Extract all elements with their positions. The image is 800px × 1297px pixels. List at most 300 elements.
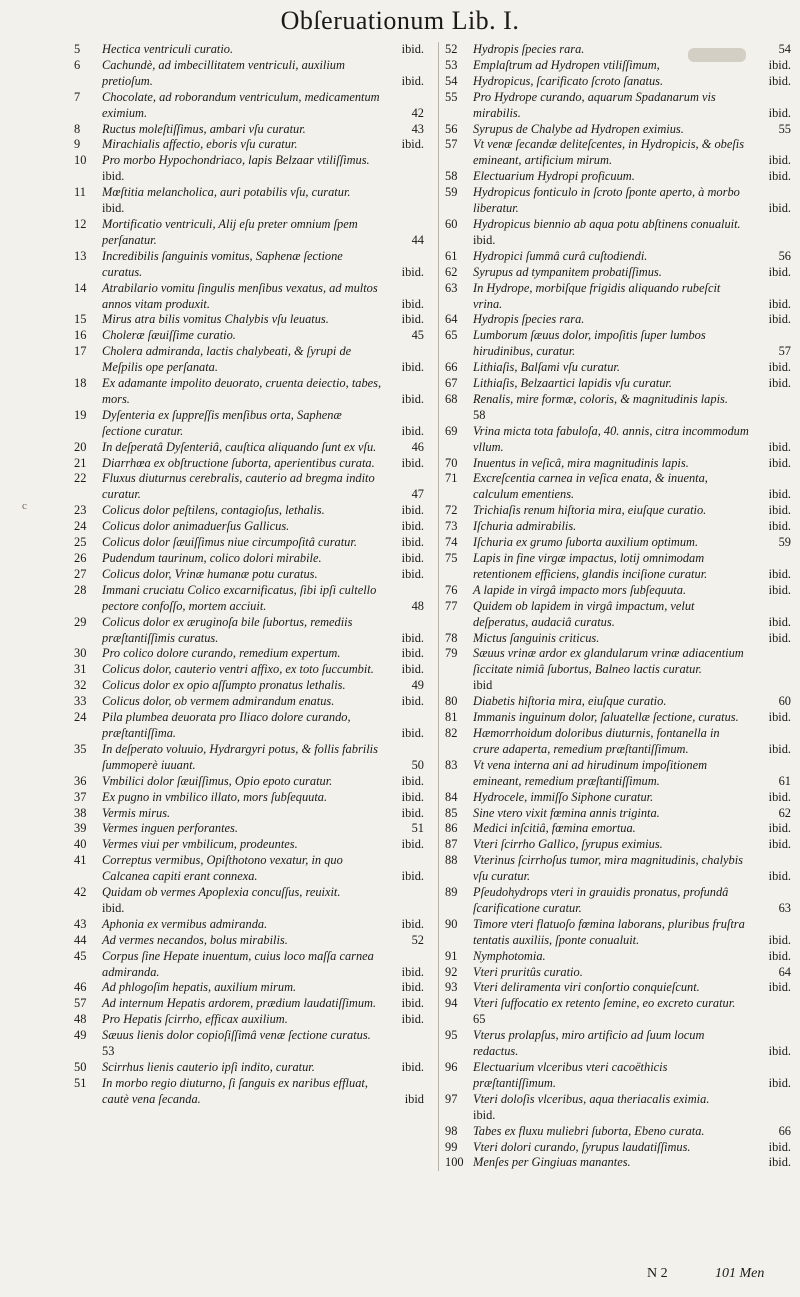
- page-reference: ibid.: [401, 360, 424, 375]
- entry-number: 87: [445, 837, 458, 852]
- entry-number: 85: [445, 805, 458, 820]
- page-reference: ibid.: [768, 614, 791, 629]
- entry-text: Vmbilici dolor ſæuiſſimus, Opio epoto curatur.: [102, 773, 333, 788]
- signature-mark: N 2: [647, 1266, 668, 1281]
- entry-number: 99: [445, 1139, 458, 1154]
- page-reference: ibid.: [768, 582, 791, 597]
- entry-text: Correptus vermibus, Opiſthotono vexatur, in quo Calcanea capiti erant connexa.: [102, 853, 343, 884]
- entry-text: Vterus prolapſus, miro artificio ad ſuum locum redactus.: [473, 1028, 705, 1059]
- entry-number: 9: [74, 137, 81, 152]
- entry-number: 97: [445, 1091, 458, 1106]
- page-footer: [0, 1266, 800, 1288]
- entry-text: Vteri ſcirrho Gallico, ſyrupus eximius.: [473, 837, 663, 852]
- entry-number: 24: [74, 710, 87, 725]
- index-entry: [445, 471, 791, 503]
- entry-text: Hydropicus biennio ab aqua potu abſtinens conualuit.: [473, 216, 741, 231]
- index-entry: [445, 535, 791, 551]
- page-reference: ibid.: [768, 360, 791, 375]
- entry-number: 62: [445, 264, 458, 279]
- page-reference: ibid.: [768, 710, 791, 725]
- entry-text: Ructus moleſtiſſimus, ambari vſu curatur.: [102, 121, 306, 136]
- entry-number: 25: [74, 535, 87, 550]
- page-reference: 45: [411, 328, 424, 343]
- entry-text: Colicus dolor ex opio aſſumpto pronatus lethalis.: [102, 678, 346, 693]
- page-reference: 43: [411, 121, 424, 136]
- entry-number: 95: [445, 1028, 458, 1043]
- entry-text: Colicus dolor, Vrinæ humanæ potu curatus.: [102, 566, 318, 581]
- page-reference: ibid.: [401, 694, 424, 709]
- index-entry: [445, 42, 791, 58]
- entry-number: 21: [74, 455, 87, 470]
- index-entry: [445, 790, 791, 806]
- entry-text: Colicus dolor peſtilens, contagioſus, lethalis.: [102, 503, 325, 518]
- index-entry: [445, 312, 791, 328]
- entry-text: Electuarium vlceribus vteri cacoëthicis præſtantiſſimum.: [473, 1060, 668, 1090]
- page-reference: 50: [411, 757, 424, 772]
- page-reference: ibid.: [768, 932, 791, 947]
- entry-text: Vt vena interna ani ad hirudinum impoſitionem emineant, remedium præſtantiſſimum.: [473, 757, 708, 788]
- page-reference: ibid.: [768, 566, 791, 581]
- entry-number: 48: [74, 1012, 87, 1027]
- entry-number: 29: [74, 614, 87, 629]
- entry-number: 58: [445, 169, 458, 184]
- page-reference: 52: [411, 932, 424, 947]
- entry-number: 14: [74, 280, 87, 295]
- entry-text: Vt venæ ſecandæ deliteſcentes, in Hydropicis, & obeſis emineant, artificium mirum.: [473, 137, 745, 168]
- page-reference: ibid.: [768, 1155, 791, 1170]
- entry-number: 91: [445, 948, 458, 963]
- page-reference: ibid.: [768, 73, 791, 88]
- page-reference: ibid.: [401, 773, 424, 788]
- page-reference: ibid.: [401, 566, 424, 581]
- index-entry: [445, 710, 791, 726]
- index-entry: [445, 74, 791, 90]
- page-reference: 59: [778, 535, 791, 550]
- index-entry: [445, 137, 791, 169]
- index-entry: [74, 1060, 424, 1076]
- entry-text: Syrupus ad tympanitem probatiſſimus.: [473, 264, 662, 279]
- entry-number: 93: [445, 980, 458, 995]
- entry-number: 8: [74, 121, 81, 136]
- page-reference: ibid.: [401, 646, 424, 661]
- index-entry: [74, 519, 424, 535]
- index-entry: [445, 376, 791, 392]
- entry-number: 66: [445, 360, 458, 375]
- entry-text: Sine vtero vixit fœmina annis triginta.: [473, 805, 660, 820]
- page-reference: ibid.: [768, 264, 791, 279]
- index-entry: [445, 1140, 791, 1156]
- entry-text: Vermes inguen perforantes.: [102, 821, 238, 836]
- entry-number: 53: [445, 57, 458, 72]
- entry-text: Cholera admiranda, lactis chalybeati, & ſyrupi de Meſpilis ope perſanata.: [102, 344, 352, 375]
- page-reference: ibid: [473, 678, 493, 693]
- page-reference: ibid.: [768, 741, 791, 756]
- index-entry: [445, 806, 791, 822]
- entry-number: 42: [74, 885, 87, 900]
- entry-number: 100: [445, 1155, 464, 1170]
- page-reference: ibid.: [768, 57, 791, 72]
- page-reference: ibid.: [768, 201, 791, 216]
- page-reference: ibid.: [401, 1060, 424, 1074]
- page-reference: ibid.: [401, 503, 424, 518]
- index-entry: [445, 58, 791, 74]
- page-reference: ibid.: [102, 169, 125, 184]
- entry-text: Medici inſcitiâ, fœmina emortua.: [473, 821, 636, 836]
- page-reference: ibid.: [768, 837, 791, 852]
- page-reference: ibid.: [401, 264, 424, 279]
- entry-number: 83: [445, 757, 458, 772]
- index-entry: [74, 503, 424, 519]
- index-entry: [445, 1092, 791, 1124]
- index-entry: [445, 281, 791, 313]
- entry-number: 31: [74, 662, 87, 677]
- index-entry: [445, 360, 791, 376]
- entry-number: 17: [74, 344, 87, 359]
- page-reference: ibid.: [768, 1044, 791, 1059]
- entry-number: 40: [74, 837, 87, 852]
- page-reference: ibid.: [401, 137, 424, 152]
- index-entry: [445, 694, 791, 710]
- entry-text: Vteri deliramenta viri conſortio conquieſcunt.: [473, 980, 700, 995]
- entry-text: Ex pugno in vmbilico illato, mors ſubſequuta.: [102, 789, 328, 804]
- page-reference: 48: [411, 598, 424, 613]
- page-reference: ibid.: [768, 789, 791, 804]
- index-entry: [445, 456, 791, 472]
- entry-number: 86: [445, 821, 458, 836]
- page-reference: ibid.: [401, 423, 424, 438]
- entry-text: Vteri pruritûs curatio.: [473, 964, 583, 979]
- entry-text: Vermes viui per vmbilicum, prodeuntes.: [102, 837, 298, 852]
- index-entry: [445, 631, 791, 647]
- entry-text: Hectica ventriculi curatio.: [102, 42, 234, 56]
- entry-number: 33: [74, 694, 87, 709]
- index-entry: [445, 169, 791, 185]
- entry-text: Lithiaſis, Belzaartici lapidis vſu curatur.: [473, 376, 672, 391]
- index-entry: [445, 392, 791, 424]
- index-entry: [445, 185, 791, 217]
- entry-number: 64: [445, 312, 458, 327]
- page-reference: 49: [411, 678, 424, 693]
- entry-number: 28: [74, 582, 87, 597]
- page-reference: ibid.: [768, 1075, 791, 1090]
- page-reference: ibid.: [768, 439, 791, 454]
- index-entry: [74, 376, 424, 408]
- index-entry: [74, 440, 424, 456]
- entry-number: 30: [74, 646, 87, 661]
- entry-number: 88: [445, 853, 458, 868]
- entry-number: 82: [445, 725, 458, 740]
- entry-text: Pro colico dolore curando, remedium expertum.: [102, 646, 341, 661]
- index-entry: [74, 980, 424, 996]
- index-entry: [74, 806, 424, 822]
- entry-text: Mirus atra bilis vomitus Chalybis vſu leuatus.: [102, 312, 329, 327]
- page-reference: ibid.: [401, 391, 424, 406]
- entry-number: 76: [445, 582, 458, 597]
- entry-number: 77: [445, 598, 458, 613]
- page-reference: ibid.: [768, 1139, 791, 1154]
- entry-text: Pſeudohydrops vteri in grauidis pronatus, profundâ ſcarificatione curatur.: [473, 885, 729, 915]
- index-entry: [74, 646, 424, 662]
- entry-text: Mictus ſanguinis criticus.: [473, 630, 600, 645]
- index-entry: [74, 456, 424, 472]
- page-reference: ibid.: [768, 169, 791, 184]
- page-reference: ibid.: [401, 42, 424, 56]
- index-entry: [74, 678, 424, 694]
- entry-number: 32: [74, 678, 87, 693]
- page-reference: ibid.: [768, 487, 791, 502]
- index-entry: [74, 281, 424, 313]
- entry-text: Hydropicus fonticulo in ſcroto ſponte aperto, à morbo liberatur.: [473, 185, 740, 216]
- page-reference: ibid.: [768, 312, 791, 327]
- page-reference: ibid.: [401, 869, 424, 884]
- entry-text: Vteri dolori curando, ſyrupus laudatiſſimus.: [473, 1139, 691, 1154]
- index-entry: [74, 137, 424, 153]
- entry-text: Dyſenteria ex ſuppreſſis menſibus orta, Saphenæ ſectione curatur.: [102, 407, 342, 438]
- index-entry: [74, 949, 424, 981]
- index-entry: [74, 583, 424, 615]
- entry-text: Mirachialis affectio, eboris vſu curatur.: [102, 137, 298, 152]
- entry-number: 52: [445, 42, 458, 56]
- entry-text: Vermis mirus.: [102, 805, 171, 820]
- index-entry: [74, 249, 424, 281]
- page-reference: ibid.: [401, 662, 424, 677]
- page-reference: 57: [778, 344, 791, 359]
- entry-text: A lapide in virgâ impacto mors ſubſequuta.: [473, 582, 687, 597]
- entry-text: Tabes ex fluxu muliebri ſuborta, Ebeno curata.: [473, 1123, 705, 1138]
- page-reference: ibid.: [401, 455, 424, 470]
- page-reference: ibid.: [401, 312, 424, 327]
- entry-text: Lithiaſis, Balſami vſu curatur.: [473, 360, 620, 375]
- entry-number: 60: [445, 216, 458, 231]
- entry-text: Incredibilis ſanguinis vomitus, Saphenæ ſectione curatus.: [102, 248, 343, 279]
- page-reference: ibid.: [401, 980, 424, 995]
- entry-number: 74: [445, 535, 458, 550]
- entry-number: 43: [74, 916, 87, 931]
- entry-text: Lapis in fine virgæ impactus, lotij omnimodam retentionem efficiens, glandis inciſione curatur.: [473, 551, 708, 581]
- entry-text: Nymphotomia.: [473, 948, 546, 963]
- entry-number: 27: [74, 566, 87, 581]
- entry-number: 75: [445, 551, 458, 565]
- entry-text: Sæuus vrinæ ardor ex glandularum vrinæ adiacentium ſiccitate nimiâ ſubortus, Balneo lactis curatur.: [473, 646, 744, 677]
- page-reference: ibid.: [473, 1107, 496, 1122]
- entry-text: Mœſtitia melancholica, auri potabilis vſu, curatur.: [102, 185, 351, 200]
- index-entry: [445, 1155, 791, 1171]
- page-reference: ibid.: [401, 519, 424, 534]
- entry-text: Colicus dolor, cauterio ventri affixo, ex toto ſuccumbit.: [102, 662, 374, 677]
- index-entry: [74, 535, 424, 551]
- index-entry: [74, 90, 424, 122]
- entry-text: Vrina micta tota fabuloſa, 40. annis, citra incommodum vllum.: [473, 423, 749, 454]
- index-entry: [445, 1028, 791, 1060]
- index-entry: [74, 662, 424, 678]
- index-entry: [74, 42, 424, 58]
- page-reference: ibid.: [401, 535, 424, 550]
- index-entry: [445, 949, 791, 965]
- entry-text: Hydropis ſpecies rara.: [473, 42, 585, 56]
- index-entry: [445, 917, 791, 949]
- index-entry: [445, 726, 791, 758]
- entry-text: Diarrhœa ex obſtructione ſuborta, aperientibus curata.: [102, 455, 375, 470]
- entry-number: 10: [74, 153, 87, 168]
- entry-number: 94: [445, 996, 458, 1011]
- index-entry: [445, 90, 791, 122]
- entry-text: Immani cruciatu Colico excarnificatus, ſibi ipſi cultello pectore confoſſo, mortem acciuit.: [102, 582, 377, 613]
- index-entry: [445, 599, 791, 631]
- page-reference: ibid.: [401, 296, 424, 311]
- index-entry: [74, 471, 424, 503]
- page-reference: 62: [778, 805, 791, 820]
- entry-text: Colicus dolor, ob vermem admirandum enatus.: [102, 694, 335, 709]
- entry-text: Inuentus in veſicâ, mira magnitudinis lapis.: [473, 455, 689, 470]
- index-entry: [445, 996, 791, 1028]
- entry-text: Atrabilario vomitu ſingulis menſibus vexatus, ad multos annos vitam produxit.: [102, 280, 378, 311]
- entry-number: 23: [74, 503, 87, 518]
- index-entry: [445, 965, 791, 981]
- index-entry: [445, 519, 791, 535]
- page-reference: ibid.: [473, 232, 496, 247]
- entry-number: 18: [74, 376, 87, 391]
- page-reference: 54: [778, 42, 791, 56]
- entry-text: Mortificatio ventriculi, Alij eſu preter omnium ſpem perſanatur.: [102, 216, 358, 247]
- entry-text: Iſchuria ex grumo ſuborta auxilium optimum.: [473, 535, 699, 550]
- page-reference: 64: [778, 964, 791, 979]
- entry-text: Ad vermes necandos, bolus mirabilis.: [102, 932, 288, 947]
- index-entry: [74, 821, 424, 837]
- entry-number: 50: [74, 1060, 87, 1074]
- entry-number: 79: [445, 646, 458, 661]
- entry-text: Sæuus lienis dolor copioſiſſimâ venæ ſectione curatus.: [102, 1028, 371, 1043]
- index-entry: [74, 996, 424, 1012]
- page-reference: ibid.: [401, 916, 424, 931]
- entry-number: 92: [445, 964, 458, 979]
- index-entry: [74, 567, 424, 583]
- entry-text: Trichiaſis renum hiſtoria mira, eiuſque curatio.: [473, 503, 707, 518]
- entry-number: 44: [74, 932, 87, 947]
- page-reference: ibid: [404, 1091, 424, 1106]
- entry-number: 22: [74, 471, 87, 486]
- index-entry: [445, 885, 791, 917]
- entry-number: 68: [445, 391, 458, 406]
- index-entry: [74, 885, 424, 917]
- index-entry: [74, 694, 424, 710]
- entry-text: Chocolate, ad roborandum ventriculum, medicamentum eximium.: [102, 89, 380, 120]
- page-reference: 63: [778, 900, 791, 915]
- entry-text: Vterinus ſcirrhoſus tumor, mira magnitudinis, chalybis vſu curatur.: [473, 853, 743, 884]
- entry-text: Vteri ſuffocatio ex retento ſemine, eo excreto curatur.: [473, 996, 736, 1011]
- page-reference: ibid.: [768, 455, 791, 470]
- entry-text: Cachundè, ad imbecillitatem ventriculi, auxilium pretioſum.: [102, 57, 345, 88]
- index-entry: [74, 1076, 424, 1108]
- page-reference: ibid.: [768, 948, 791, 963]
- entry-number: 35: [74, 741, 87, 756]
- entry-text: Excreſcentia carnea in veſica enata, & inuenta, calculum ementiens.: [473, 471, 708, 502]
- entry-text: Colicus dolor ſæuiſſimus niue circumpoſitâ curatur.: [102, 535, 357, 550]
- page-reference: ibid.: [768, 980, 791, 995]
- page-reference: ibid.: [768, 503, 791, 518]
- entry-number: 57: [74, 996, 87, 1011]
- page-reference: ibid.: [401, 630, 424, 645]
- margin-mark: c: [22, 500, 27, 512]
- entry-text: Corpus ſine Hepate inuentum, cuius loco maſſa carnea admiranda.: [102, 948, 374, 979]
- page-reference: 65: [473, 1012, 486, 1027]
- entry-number: 41: [74, 853, 87, 868]
- entry-number: 13: [74, 248, 87, 263]
- index-entry: [74, 853, 424, 885]
- page-reference: ibid.: [768, 630, 791, 645]
- index-entry: [445, 249, 791, 265]
- entry-number: 39: [74, 821, 87, 836]
- entry-text: Quidam ob vermes Apoplexia concuſſus, reuixit.: [102, 885, 341, 900]
- entry-number: 49: [74, 1028, 87, 1043]
- entry-text: Ad phlogoſim hepatis, auxilium mirum.: [102, 980, 297, 995]
- entry-number: 11: [74, 185, 86, 200]
- entry-text: In Hydrope, morbiſque frigidis aliquando rubeſcit vrina.: [473, 280, 721, 311]
- entry-text: In morbo regio diuturno, ſi ſanguis ex naribus effluat, cautè vena ſecanda.: [102, 1075, 368, 1106]
- index-entry: [74, 122, 424, 138]
- page-reference: ibid.: [768, 519, 791, 534]
- entry-number: 72: [445, 503, 458, 518]
- entry-text: Pro Hydrope curando, aquarum Spadanarum vis mirabilis.: [473, 89, 716, 120]
- right-column: [438, 42, 791, 1171]
- entry-text: Fluxus diuturnus cerebralis, cauterio ad bregma indito curatur.: [102, 471, 375, 502]
- entry-text: Syrupus de Chalybe ad Hydropen eximius.: [473, 121, 684, 136]
- index-entry: [445, 1124, 791, 1140]
- index-entry: [74, 933, 424, 949]
- page-reference: 60: [778, 694, 791, 709]
- entry-text: Menſes per Gingiuas manantes.: [473, 1155, 631, 1170]
- entry-number: 20: [74, 439, 87, 454]
- entry-number: 26: [74, 551, 87, 565]
- page-reference: ibid.: [401, 789, 424, 804]
- entry-number: 61: [445, 248, 458, 263]
- entry-text: Hydrocele, immiſſo Siphone curatur.: [473, 789, 654, 804]
- entry-number: 80: [445, 694, 458, 709]
- entry-number: 5: [74, 42, 81, 56]
- entry-text: Immanis inguinum dolor, ſaluatellæ ſectione, curatus.: [473, 710, 739, 725]
- entry-text: In deſperatâ Dyſenteriâ, cauſtica aliquando ſunt ex vſu.: [102, 439, 377, 454]
- entry-text: Iſchuria admirabilis.: [473, 519, 577, 534]
- page-reference: ibid.: [401, 837, 424, 852]
- entry-number: 7: [74, 89, 81, 104]
- entry-number: 71: [445, 471, 458, 486]
- page-reference: ibid.: [768, 869, 791, 884]
- entry-number: 89: [445, 885, 458, 900]
- page-reference: 55: [778, 121, 791, 136]
- page-reference: ibid.: [768, 376, 791, 391]
- index-entry: [445, 424, 791, 456]
- entry-number: 16: [74, 328, 87, 343]
- entry-text: Timore vteri flatuoſo fœmina laborans, pluribus fruſtra tentatis auxiliis, ſponte conualuit.: [473, 916, 745, 947]
- entry-text: Pudendum taurinum, colico dolori mirabile.: [102, 551, 322, 565]
- entry-number: 67: [445, 376, 458, 391]
- entry-number: 54: [445, 73, 458, 88]
- entry-number: 37: [74, 789, 87, 804]
- entry-number: 38: [74, 805, 87, 820]
- page-reference: ibid.: [102, 201, 125, 216]
- index-entry: [74, 710, 424, 742]
- index-entry: [445, 758, 791, 790]
- page-reference: 47: [411, 487, 424, 502]
- page-reference: ibid.: [768, 821, 791, 836]
- entry-number: 65: [445, 328, 458, 343]
- entry-text: Colicus dolor ex æruginoſa bile ſubortus, remediis præſtantiſſimis curatus.: [102, 614, 353, 645]
- index-entry: [74, 790, 424, 806]
- index-entry: [74, 185, 424, 217]
- index-entry: [74, 328, 424, 344]
- entry-text: Ex adamante impolito deuorato, cruenta deiectio, tabes, mors.: [102, 376, 382, 406]
- index-entry: [445, 265, 791, 281]
- entry-number: 51: [74, 1075, 87, 1090]
